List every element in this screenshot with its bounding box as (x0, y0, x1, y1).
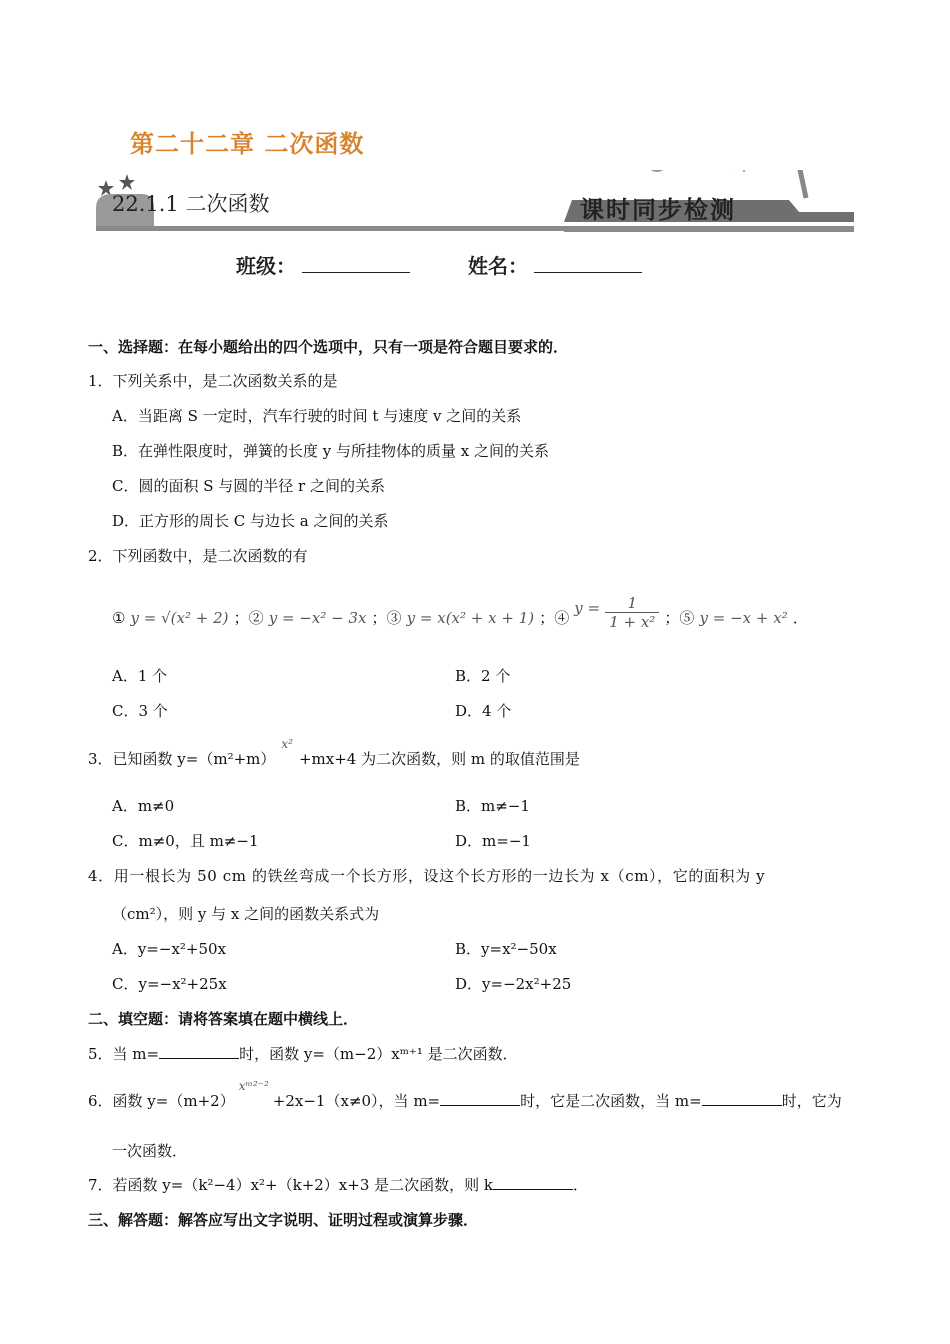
answer-blank[interactable] (493, 1175, 573, 1190)
question-6-line-1 (88, 1079, 842, 1111)
formula-4-numerator: 1 (605, 594, 659, 613)
question-6-part-d: 时，它为 (781, 1092, 842, 1110)
question-2-option-a: A．1 个 (112, 667, 168, 685)
question-6-line-2: 一次函数． (112, 1142, 188, 1160)
question-2-option-d: D．4 个 (455, 702, 512, 720)
formula-5-label: ；⑤ (664, 609, 695, 627)
class-field (236, 250, 410, 279)
question-6-part-a: 6．函数 y=（m+2） (88, 1092, 235, 1110)
question-5-part-a: 5．当 m= (88, 1045, 160, 1063)
question-6-part-c: 时，它是二次函数，当 m= (520, 1092, 702, 1110)
question-2-option-b: B．2 个 (455, 667, 511, 685)
answer-blank[interactable] (702, 1091, 782, 1106)
question-2-stem: 2．下列函数中，是二次函数的有 (88, 547, 308, 565)
lamp-icon (754, 170, 806, 198)
question-3-option-c: C．m≠0，且 m≠−1 (112, 832, 259, 850)
formula-4-denominator: 1 + x² (609, 613, 656, 631)
question-3-stem-b: +mx+4 为二次函数，则 m 的取值范围是 (298, 750, 580, 768)
question-4-option-a: A．y=−x²+50x (112, 940, 227, 958)
question-3-stem-a: 3．已知函数 y=（m²+m） (88, 750, 276, 768)
name-label: 姓名： (468, 254, 528, 278)
question-4-option-b: B．y=x²−50x (455, 940, 557, 958)
chapter-title: 第二十二章 二次函数 (130, 129, 365, 158)
question-1-option-a: A．当距离 S 一定时，汽车行驶的时间 t 与速度 v 之间的关系 (112, 407, 522, 425)
question-3-stem (88, 737, 580, 769)
formula-2-label: ；② (233, 609, 264, 627)
formula-1-label: ① (112, 609, 126, 627)
formula-1: y = √(x² + 2) (130, 609, 229, 627)
question-7-part-a: 7．若函数 y=（k²−4）x²+（k+2）x+3 是二次函数，则 k (88, 1176, 494, 1194)
formula-end: ． (792, 609, 808, 627)
class-blank (302, 252, 410, 273)
question-5-part-b: 时，函数 y=（m−2）xᵐ⁺¹ 是二次函数． (239, 1045, 518, 1063)
formula-4-lhs: y = (574, 599, 601, 617)
question-3-option-a: A．m≠0 (112, 797, 175, 815)
section-heading-1: 一、选择题：在每小题给出的四个选项中，只有一项是符合题目要求的． (88, 338, 569, 356)
section-heading-3: 三、解答题：解答应写出文字说明、证明过程或演算步骤． (88, 1211, 479, 1229)
question-7 (88, 1174, 588, 1195)
question-4-option-d: D．y=−2x²+25 (455, 975, 572, 993)
answer-blank[interactable] (159, 1044, 239, 1059)
question-4-line-2: （cm²），则 y 与 x 之间的函数关系式为 (112, 905, 380, 923)
question-6-part-b: +2x−1（x≠0），当 m= (272, 1092, 441, 1110)
question-5 (88, 1043, 518, 1064)
lesson-title: 22.1.1 二次函数 (112, 192, 270, 216)
name-blank (534, 252, 642, 273)
formula-3-label: ；③ (371, 609, 402, 627)
name-field (468, 250, 642, 279)
question-1-stem: 1．下列关系中，是二次函数关系的是 (88, 372, 338, 390)
question-6-exponent: xᵐ²⁻² (238, 1079, 269, 1093)
question-4-option-c: C．y=−x²+25x (112, 975, 227, 993)
question-2-option-c: C．3 个 (112, 702, 168, 720)
section-heading-2: 二、填空题：请将答案填在题中横线上． (88, 1010, 359, 1028)
question-2-formulas (112, 594, 808, 637)
formula-2: y = −x² − 3x (268, 609, 367, 627)
question-3-option-d: D．m=−1 (455, 832, 531, 850)
formula-4-fraction (605, 594, 659, 631)
formula-4-label: ；④ (539, 609, 570, 627)
question-1-option-b: B．在弹性限度时，弹簧的长度 y 与所挂物体的质量 x 之间的关系 (112, 442, 550, 460)
question-3-exponent: x² (281, 737, 293, 751)
answer-blank[interactable] (440, 1091, 520, 1106)
question-1-option-c: C．圆的面积 S 与圆的半径 r 之间的关系 (112, 477, 385, 495)
question-1-option-d: D．正方形的周长 C 与边长 a 之间的关系 (112, 512, 389, 530)
formula-3: y = x(x² + x + 1) (406, 609, 535, 627)
question-7-part-b: ． (573, 1176, 589, 1194)
question-4-line-1: 4．用一根长为 50 cm 的铁丝弯成一个长方形，设这个长方形的一边长为 x（cm），它的面积为 y (88, 867, 766, 885)
formula-5: y = −x + x² (699, 609, 788, 627)
banner-text: 课时同步检测 (580, 195, 736, 224)
class-label: 班级： (236, 254, 296, 278)
question-3-option-b: B．m≠−1 (455, 797, 530, 815)
